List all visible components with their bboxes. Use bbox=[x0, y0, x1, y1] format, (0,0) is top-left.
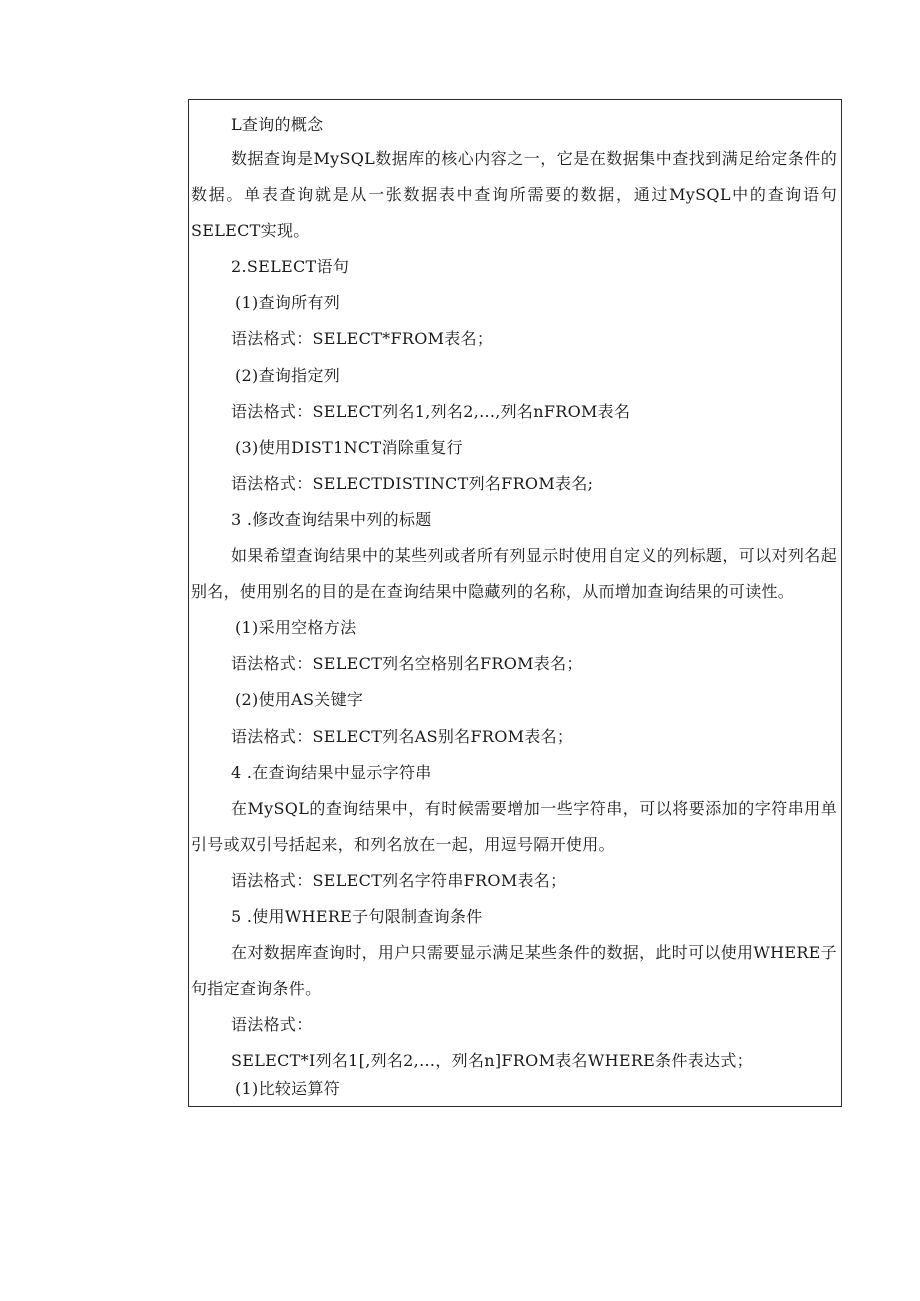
subheading-6: (1)比较运算符 bbox=[235, 1079, 341, 1098]
syntax-line-7: SELECT*I列名1[,列名2,…，列名n]FROM表名WHERE条件表达式； bbox=[231, 1051, 753, 1070]
syntax-label: 语法格式： bbox=[231, 1015, 313, 1034]
heading-5: 5 .使用WHERE子句限制查询条件 bbox=[231, 907, 483, 926]
heading-1: L查询的概念 bbox=[231, 115, 324, 134]
heading-2: 2.SELECT语句 bbox=[231, 257, 350, 276]
syntax-line-1: 语法格式：SELECT*FROM表名； bbox=[231, 329, 494, 348]
paragraph-alias-intro: 如果希望查询结果中的某些列或者所有列显示时使用自定义的列标题，可以对列名起别名，使用别名的目的是在查询结果中隐藏列的名称，从而增加查询结果的可读性。 bbox=[191, 546, 837, 601]
subheading-2: (2)查询指定列 bbox=[235, 366, 341, 385]
syntax-line-5: 语法格式：SELECT列名AS别名FROM表名； bbox=[231, 727, 574, 746]
content-frame bbox=[188, 99, 842, 1107]
subheading-3: (3)使用DIST1NCT消除重复行 bbox=[235, 438, 463, 457]
syntax-line-3: 语法格式：SELECTDISTINCT列名FROM表名; bbox=[231, 474, 594, 493]
heading-4: 4 .在查询结果中显示字符串 bbox=[231, 763, 432, 782]
document-body bbox=[189, 100, 841, 1106]
subheading-1: (1)查询所有列 bbox=[235, 293, 341, 312]
paragraph-where-intro: 在对数据库查询时，用户只需要显示满足某些条件的数据，此时可以使用WHERE子句指定查询条件。 bbox=[191, 943, 837, 998]
paragraph-query-intro: 数据查询是MySQL数据库的核心内容之一，它是在数据集中查找到满足给定条件的数据。单表查询就是从一张数据表中查询所需要的数据，通过MySQL中的查询语句SELECT实现。 bbox=[191, 149, 837, 240]
syntax-line-6: 语法格式：SELECT列名字符串FROM表名； bbox=[231, 871, 567, 890]
syntax-line-4: 语法格式：SELECT列名空格别名FROM表名； bbox=[231, 654, 583, 673]
paragraph-string-intro: 在MySQL的查询结果中，有时候需要增加一些字符串，可以将要添加的字符串用单引号或双引号括起来，和列名放在一起，用逗号隔开使用。 bbox=[191, 799, 837, 854]
heading-3: 3 .修改查询结果中列的标题 bbox=[231, 510, 432, 529]
subheading-4: (1)采用空格方法 bbox=[235, 618, 357, 637]
syntax-line-2: 语法格式：SELECT列名1,列名2,...,列名nFROM表名 bbox=[231, 402, 631, 421]
subheading-5: (2)使用AS关键字 bbox=[235, 690, 364, 709]
